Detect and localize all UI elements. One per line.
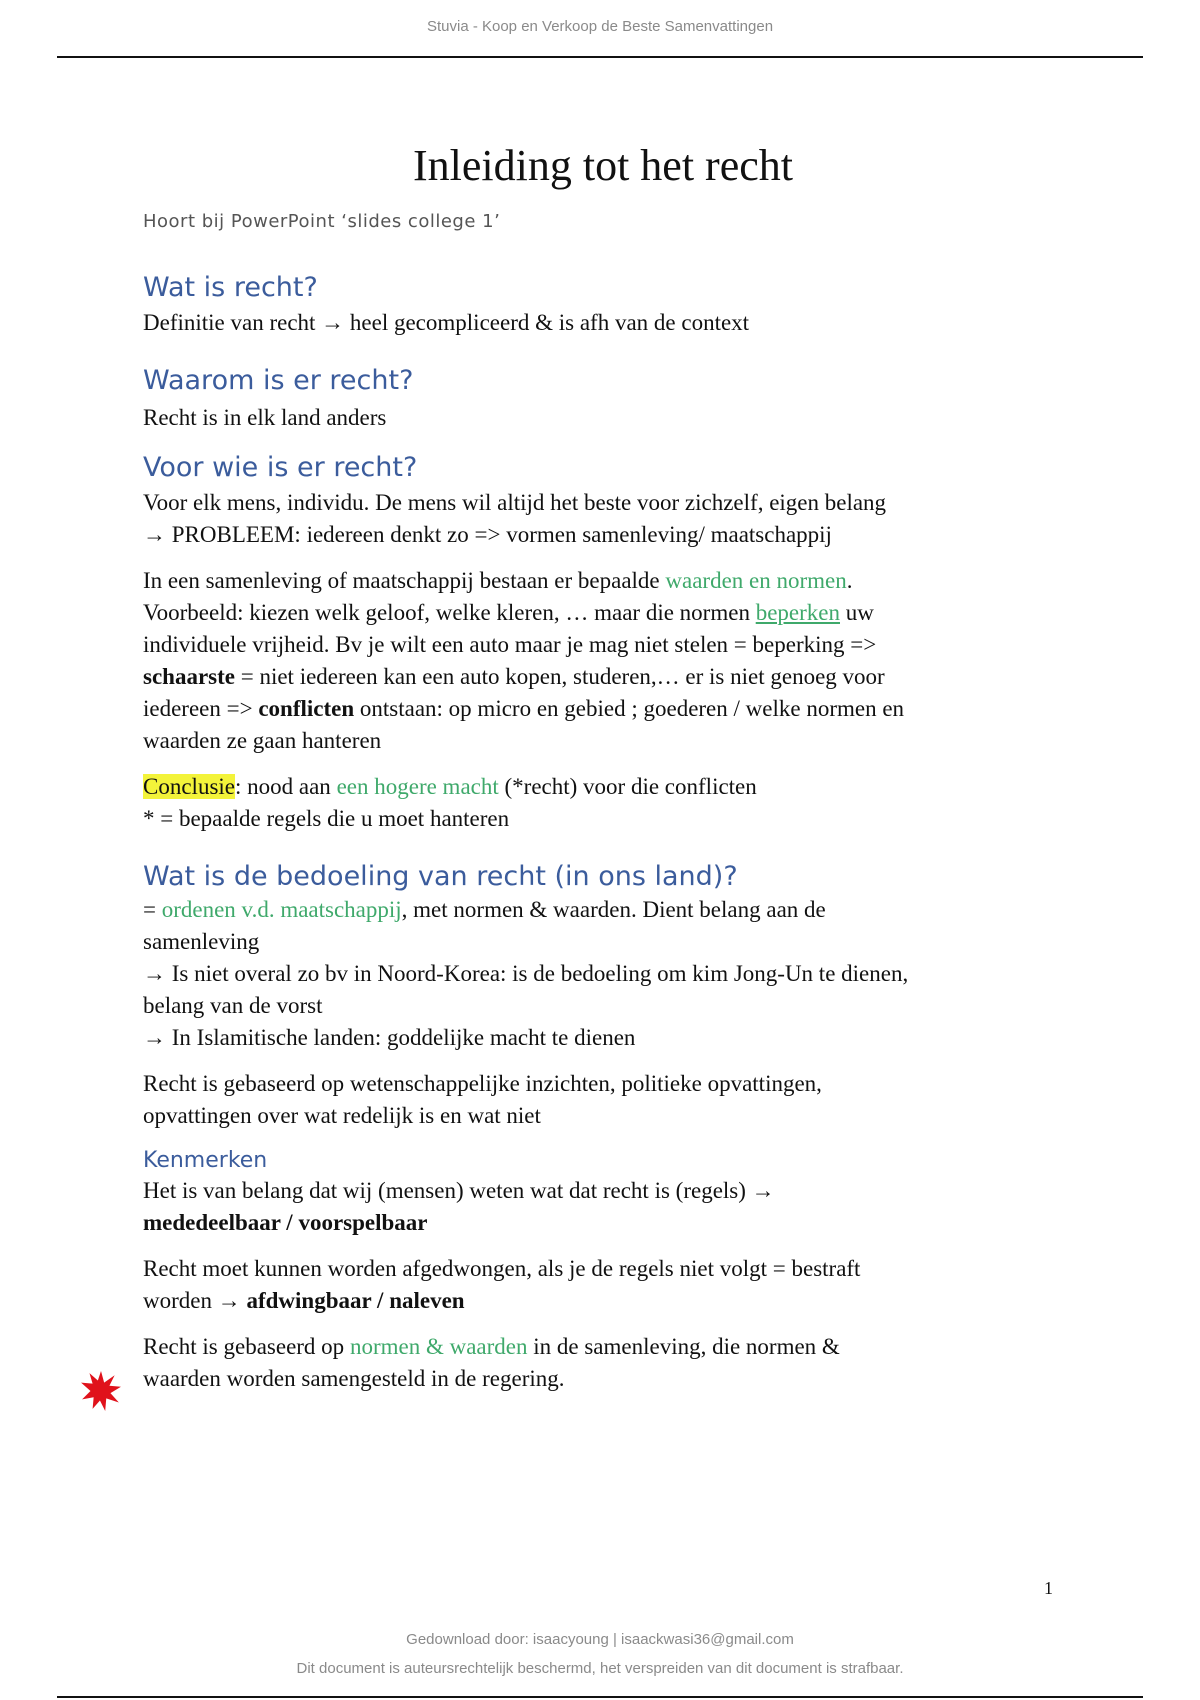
text-line: Recht moet kunnen worden afgedwongen, als je de regels niet volgt = bestraft	[143, 1256, 861, 1281]
section-kenmerken	[143, 1148, 1063, 1395]
beperken-link[interactable]: beperken	[755, 600, 840, 625]
section-heading: Wat is recht?	[143, 272, 318, 303]
bold-text: afdwingbaar / naleven	[246, 1288, 465, 1313]
text-run: , met normen & waarden. Dient belang aan de	[401, 897, 826, 922]
footer-copyright: Dit document is auteursrechtelijk beschermd, het verspreiden van dit document is strafbaar.	[296, 1660, 904, 1677]
paragraph	[143, 771, 1063, 835]
paragraph	[143, 565, 1063, 757]
document-body	[143, 140, 1063, 1395]
header-rule	[57, 56, 1143, 58]
text-line: → Is niet overal zo bv in Noord-Korea: is de bedoeling om kim Jong-Un te dienen,	[143, 961, 909, 986]
text-line: * = bepaalde regels die u moet hanteren	[143, 806, 510, 831]
text-run: uw	[840, 600, 874, 625]
text-line: → In Islamitische landen: goddelijke macht te dienen	[143, 1025, 636, 1050]
text-line: individuele vrijheid. Bv je wilt een auto maar je mag niet stelen = beperking =>	[143, 632, 877, 657]
section-heading: Wat is de bedoeling van recht (in ons land)?	[143, 861, 738, 892]
paragraph	[143, 487, 1063, 551]
text-run: In een samenleving of maatschappij bestaan er bepaalde	[143, 568, 666, 593]
text-run: = niet iedereen kan een auto kopen, studeren,… er is niet genoeg voor	[234, 664, 885, 689]
footer-rule	[57, 1696, 1143, 1698]
bold-text: conflicten	[258, 696, 355, 721]
text-line: samenleving	[143, 929, 260, 954]
paragraph: Definitie van recht → heel gecompliceerd & is afh van de context	[143, 310, 750, 335]
document-title: Inleiding tot het recht	[413, 141, 793, 190]
subsection-heading: Kenmerken	[143, 1148, 268, 1173]
bold-text: mededeelbaar / voorspelbaar	[143, 1210, 428, 1235]
paragraph	[143, 1175, 1063, 1239]
text-run: (*recht) voor die conflicten	[498, 774, 757, 799]
text-run: iedereen =>	[143, 696, 259, 721]
text-run: worden →	[143, 1288, 247, 1313]
text-line: Recht is gebaseerd op wetenschappelijke inzichten, politieke opvattingen,	[143, 1071, 822, 1096]
text-run: .	[846, 568, 853, 593]
text-run: : nood aan	[235, 774, 337, 799]
section-wat-is-recht	[143, 272, 1063, 339]
section-heading: Waarom is er recht?	[143, 365, 414, 396]
document-subtitle: Hoort bij PowerPoint ‘slides college 1’	[143, 211, 501, 232]
paragraph	[143, 894, 1063, 1054]
text-run: Voorbeeld: kiezen welk geloof, welke kleren, … maar die normen	[143, 600, 756, 625]
page-number: 1	[1044, 1578, 1053, 1598]
text-run: Recht is gebaseerd op	[143, 1334, 350, 1359]
page-header: Stuvia - Koop en Verkoop de Beste Samenvattingen	[426, 18, 774, 35]
text-run: =	[143, 897, 162, 922]
text-run: ontstaan: op micro en gebied ; goederen / welke normen en	[354, 696, 905, 721]
section-heading: Voor wie is er recht?	[143, 452, 418, 483]
paragraph: Recht is in elk land anders	[143, 405, 387, 430]
text-line: → PROBLEEM: iedereen denkt zo => vormen samenleving/ maatschappij	[143, 522, 832, 547]
bold-text: schaarste	[143, 664, 235, 689]
text-run: in de samenleving, die normen &	[527, 1334, 840, 1359]
paragraph	[143, 1068, 1063, 1132]
footer-download-info: Gedownload door: isaacyoung | isaackwasi36@gmail.com	[406, 1631, 794, 1648]
green-text: ordenen v.d. maatschappij	[161, 897, 402, 922]
green-text: normen & waarden	[349, 1334, 528, 1359]
highlighted-text: Conclusie	[143, 774, 235, 799]
paragraph	[143, 1331, 1063, 1395]
starburst-icon	[80, 1370, 122, 1412]
green-text: een hogere macht	[336, 774, 499, 799]
paragraph	[143, 1253, 1063, 1317]
section-waarom-recht	[143, 365, 1063, 434]
section-bedoeling	[143, 861, 1063, 1132]
text-line: Voor elk mens, individu. De mens wil altijd het beste voor zichzelf, eigen belang	[143, 490, 887, 515]
text-line: waarden worden samengesteld in de regering.	[143, 1366, 565, 1391]
green-text: waarden en normen	[665, 568, 847, 593]
text-line: Het is van belang dat wij (mensen) weten wat dat recht is (regels) →	[143, 1178, 775, 1203]
section-voor-wie	[143, 452, 1063, 835]
text-line: waarden ze gaan hanteren	[143, 728, 382, 753]
text-line: belang van de vorst	[143, 993, 323, 1018]
text-line: opvattingen over wat redelijk is en wat niet	[143, 1103, 541, 1128]
